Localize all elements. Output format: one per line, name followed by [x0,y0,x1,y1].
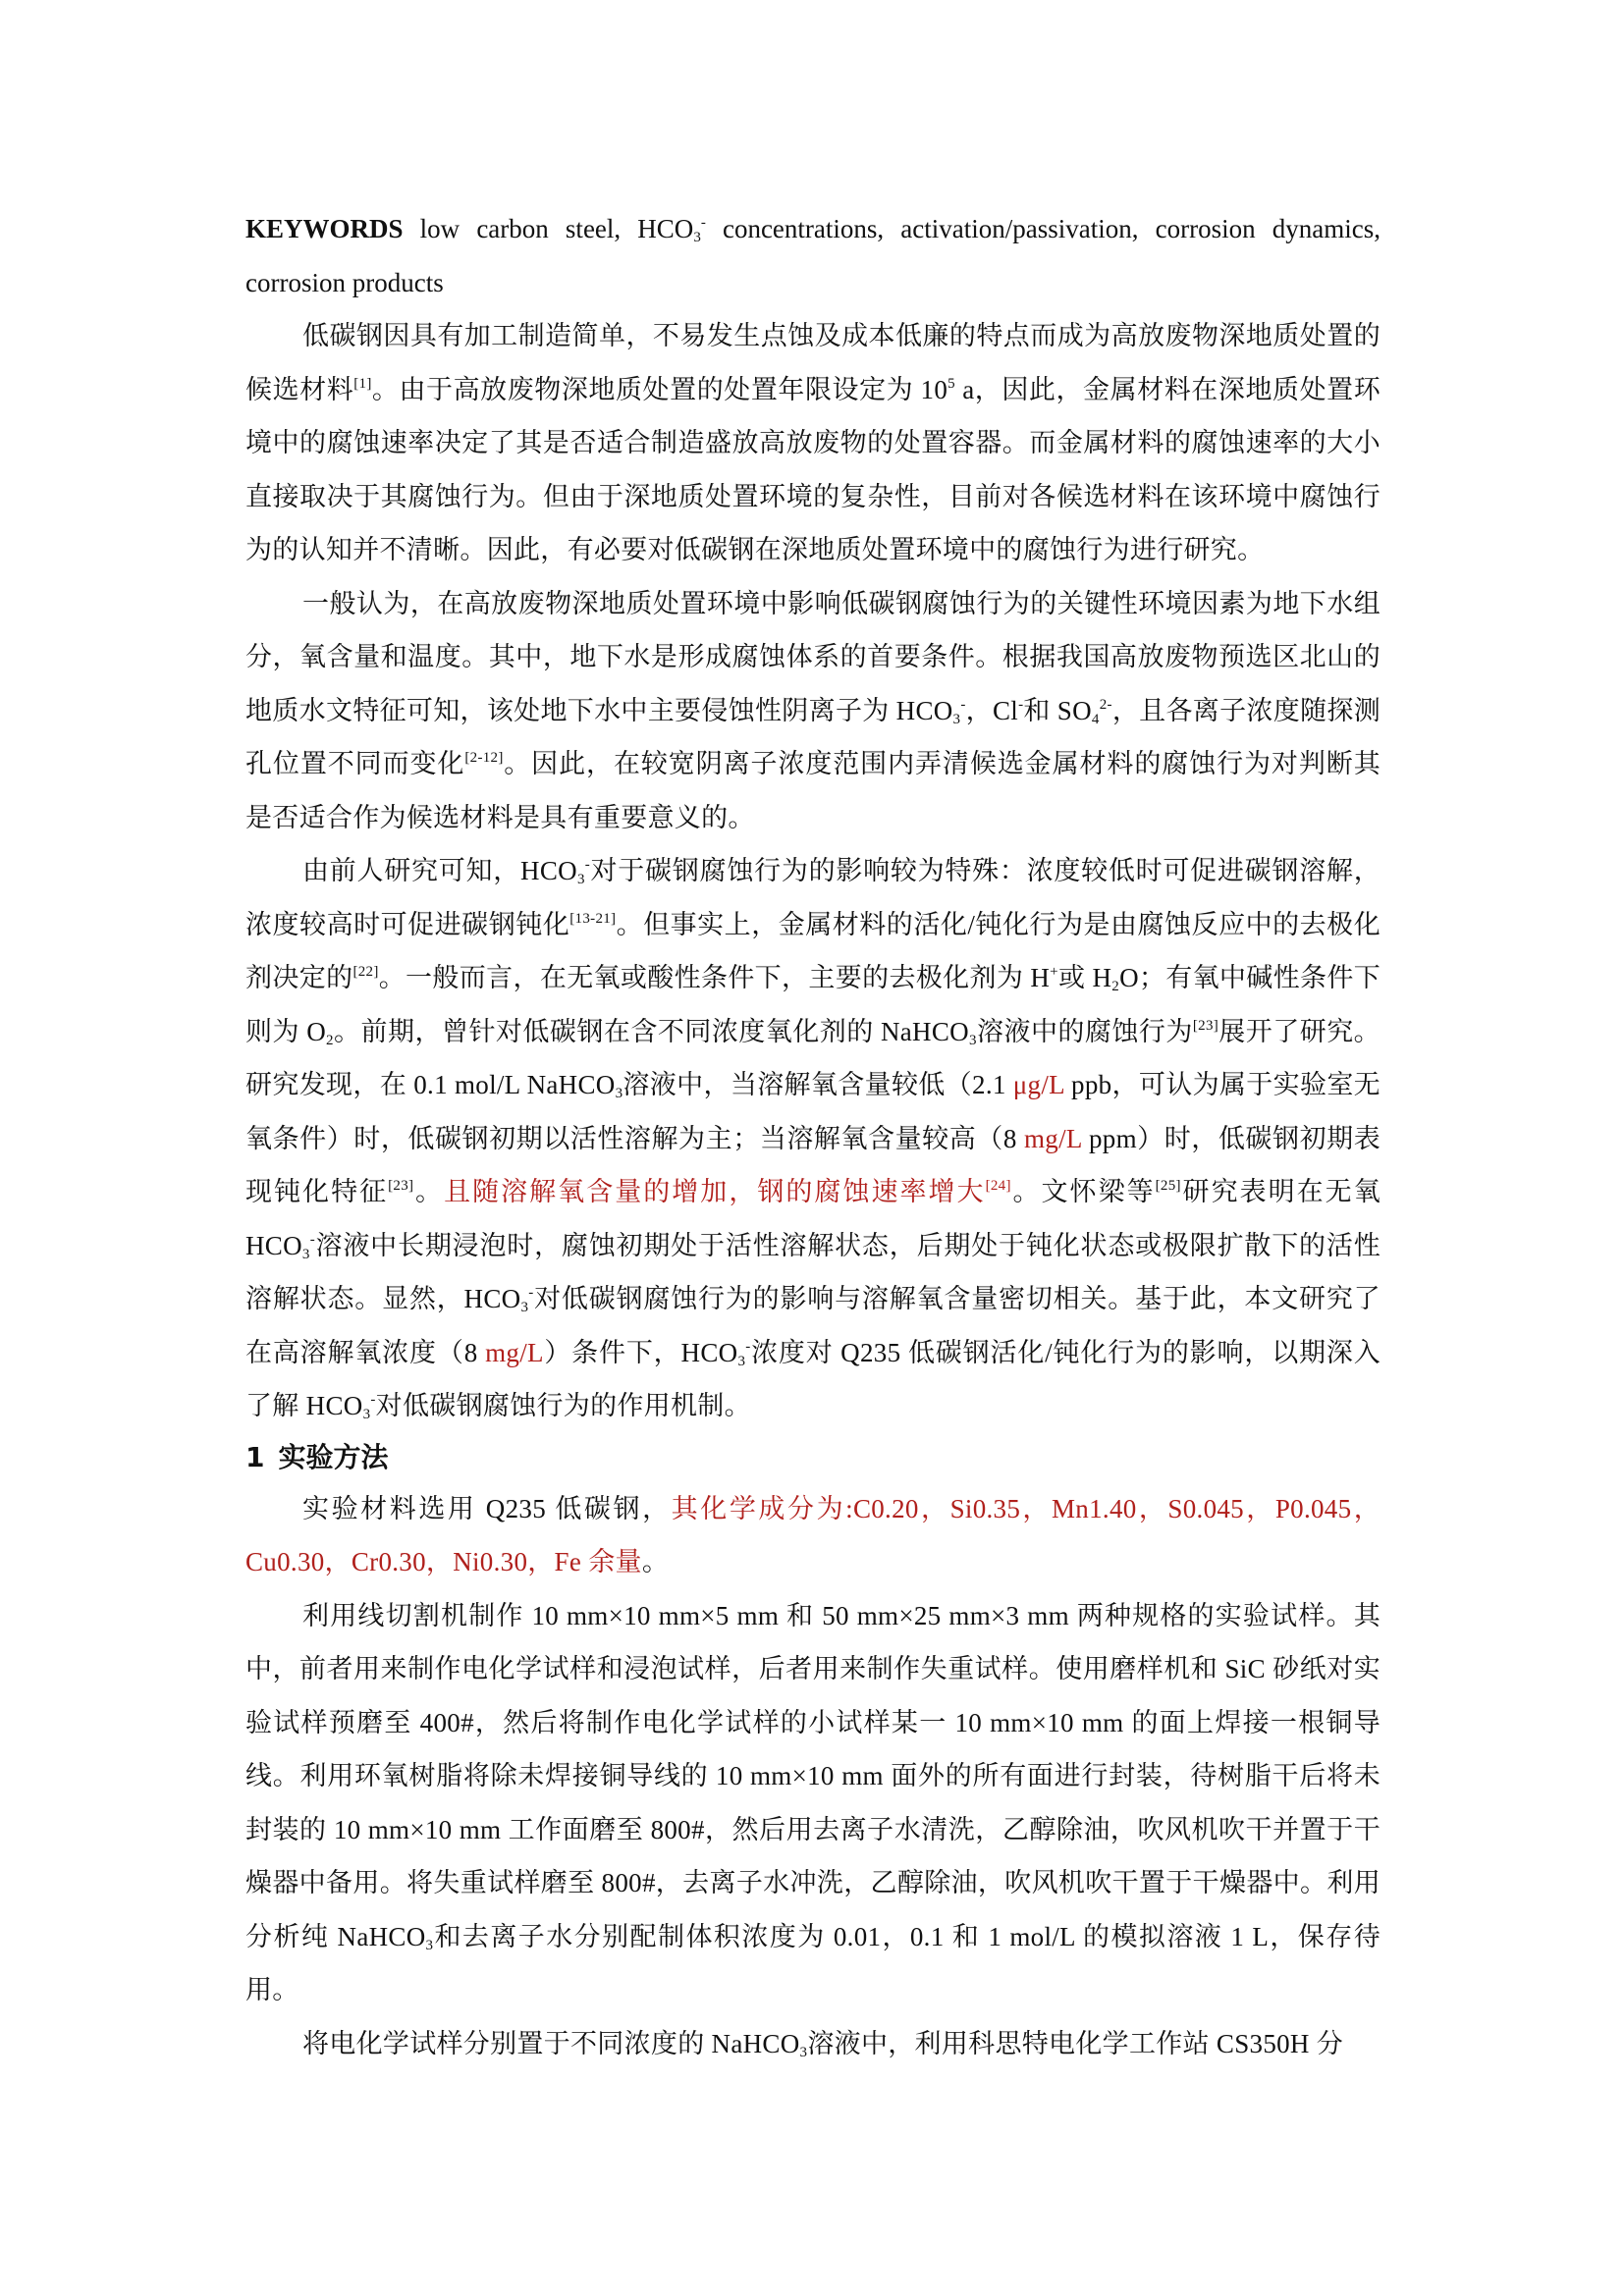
citation[interactable]: [2-12] [464,750,504,766]
citation[interactable]: [24] [985,1178,1011,1194]
paragraph-environment: 一般认为，在高放废物深地质处置环境中影响低碳钢腐蚀行为的关键性环境因素为地下水组分，氧含量和温度。其中，地下水是形成腐蚀体系的首要条件。根据我国高放废物预选区北山的地质水文特征可知，该处地下水中主要侵蚀性阴离子为 $HCO_3^-$，Cl-和 $SO_4^{2-}$，且各离子浓度随探测孔位置不同而变化[2-12]。因此，在较宽阴离子浓度范围内弄清候选金属材料的腐蚀行为对判断其是否适合作为候选材料是具有重要意义的。 [245,588,1380,832]
paragraph-sample-prep: 利用线切割机制作 10 mm×10 mm×5 mm 和 50 mm×25 mm×3 mm 两种规格的实验试样。其中，前者用来制作电化学试样和浸泡试样，后者用来制作失重试样。使用磨样机和 SiC 砂纸对实验试样预磨至 400#，然后将制作电化学试样的小试样某一 10 mm×10 mm 的面上焊接一根铜导线。利用环氧树脂将除未焊接铜导线的 10 mm×10 mm 面外的所有面进行封装，待树脂干后将未封装的 10 mm×10 mm 工作面磨至 800#，然后用去离子水清洗，乙醇除油，吹风机吹干并置于干燥器中备用。将失重试样磨至 800#，去离子水冲洗，乙醇除油，吹风机吹干置于干燥器中。利用分析纯 NaHCO$_3$和去离子水分别配制体积浓度为 0.01，0.1 和 1 mol/L 的模拟溶液 1 L，保存待用。 [245,1600,1380,2004]
section-title: 实验方法 [278,1440,389,1473]
paragraph-prior-research: 由前人研究可知，$HCO_3^-$对于碳钢腐蚀行为的影响较为特殊：浓度较低时可促进碳钢溶解，浓度较高时可促进碳钢钝化[13-21]。但事实上，金属材料的活化/钝化行为是由腐蚀反应中的去极化剂决定的[22]。一般而言，在无氧或酸性条件下，主要的去极化剂为 H+或 $H_2O$；有氧中碱性条件下则为 $O_2$。前期，曾针对低碳钢在含不同浓度氧化剂的 NaHCO$_3$溶液中的腐蚀行为[23]展开了研究。研究发现，在 0.1 mol/L NaHCO$_3$溶液中，当溶解氧含量较低（2.1 μg/L ppb，可认为属于实验室无氧条件）时，低碳钢初期以活性溶解为主；当溶解氧含量较高（8 mg/L ppm）时，低碳钢初期表现钝化特征[23]。且随溶解氧含量的增加，钢的腐蚀速率增大[24]。文怀梁等[25]研究表明在无氧 $HCO_3^-$溶液中长期浸泡时，腐蚀初期处于活性溶解状态，后期处于钝化状态或极限扩散下的活性溶解状态。显然，$HCO_3^-$对低碳钢腐蚀行为的影响与溶解氧含量密切相关。基于此，本文研究了在高溶解氧浓度（8 mg/L）条件下，$HCO_3^-$浓度对 Q235 低碳钢活化/钝化行为的影响，以期深入了解 $HCO_3^-$对低碳钢腐蚀行为的作用机制。 [245,856,1381,1422]
keywords-label: KEYWORDS [245,214,404,243]
citation[interactable]: [22] [352,964,379,980]
page-content [245,202,1380,2070]
citation[interactable]: [1] [353,375,372,392]
unit-highlight: mg/L [485,1337,544,1367]
highlighted-composition: 其化学成分为:C0.20，Si0.35，Mn1.40，S0.045，P0.045，Cu0.30，Cr0.30，Ni0.30，Fe 余量 [245,1493,1380,1576]
paragraph-intro: 低碳钢因具有加工制造简单，不易发生点蚀及成本低廉的特点而成为高放废物深地质处置的候选材料[1]。由于高放废物深地质处置的处置年限设定为 $10^5$ a，因此，金属材料在深地质处置环境中的腐蚀速率决定了其是否适合制造盛放高放废物的处置容器。而金属材料的腐蚀速率的大小直接取决于其腐蚀行为。但由于深地质处置环境的复杂性，目前对各候选材料在该环境中腐蚀行为的认知并不清晰。因此，有必要对低碳钢在深地质处置环境中的腐蚀行为进行研究。 [245,321,1380,564]
paragraph-material: 实验材料选用 Q235 低碳钢，其化学成分为:C0.20，Si0.35，Mn1.40，S0.045，P0.045，Cu0.30，Cr0.30，Ni0.30，Fe 余量。 [245,1493,1380,1576]
citation[interactable]: [13-21] [569,910,617,927]
citation[interactable]: [25] [1155,1178,1181,1194]
keywords-line: KEYWORDS low carbon steel, $HCO_3^-$ concentrations, activation/passivation, corrosion dynamics, corrosion products [245,214,1380,297]
citation[interactable]: [23] [1192,1017,1219,1034]
citation[interactable]: [23] [388,1178,414,1194]
highlighted-sentence: 且随溶解氧含量的增加，钢的腐蚀速率增大 [444,1177,986,1206]
section-heading [245,1433,1380,1482]
unit-highlight: mg/L [1023,1123,1082,1153]
unit-highlight: μg/L [1012,1070,1064,1099]
paragraph-electrochem: 将电化学试样分别置于不同浓度的 NaHCO$_3$溶液中，利用科思特电化学工作站 CS350H 分 [302,2028,1344,2060]
section-number: 1 [245,1440,265,1473]
